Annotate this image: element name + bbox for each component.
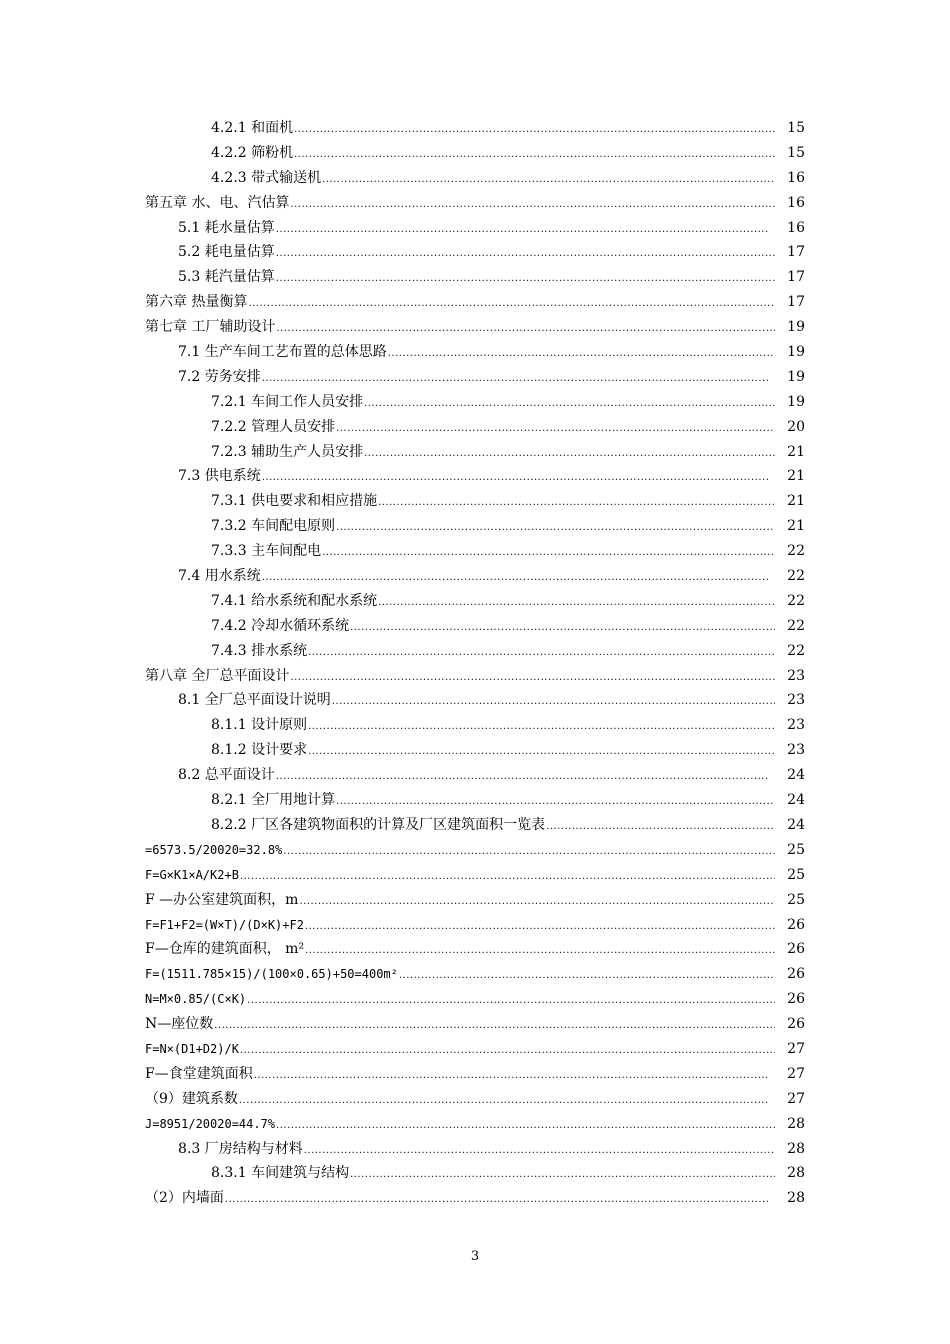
dot-leader: [350, 1163, 775, 1188]
toc-entry[interactable]: [145, 937, 805, 962]
dot-leader: [304, 1139, 775, 1164]
toc-entry-page: 19: [787, 368, 805, 385]
toc-entry[interactable]: [145, 713, 805, 738]
toc-entry[interactable]: [145, 664, 805, 689]
dot-leader: [276, 1114, 775, 1139]
toc-entry[interactable]: [145, 315, 805, 340]
toc-entry-page: 19: [787, 319, 805, 336]
toc-entry-title: 7.1 生产车间工艺布置的总体思路: [178, 344, 387, 361]
toc-entry-page: 17: [787, 269, 805, 286]
dot-leader: [399, 964, 775, 989]
toc-entry-page: 24: [787, 767, 805, 784]
toc-entry[interactable]: [145, 191, 805, 216]
toc-entry[interactable]: [145, 539, 805, 564]
toc-entry-title: N—座位数: [145, 1016, 214, 1033]
toc-entry-page: 27: [787, 1040, 805, 1057]
dot-leader: [262, 466, 769, 491]
dot-leader: [294, 143, 775, 168]
toc-entry-page: 26: [787, 991, 805, 1008]
dot-leader: [308, 740, 775, 765]
toc-entry[interactable]: [145, 788, 805, 813]
dot-leader: [276, 317, 775, 342]
dot-leader: [247, 989, 775, 1014]
toc-entry-page: 26: [787, 966, 805, 983]
dot-leader: [332, 690, 775, 715]
toc-entry-title: 7.4.2 冷却水循环系统: [211, 617, 350, 634]
toc-entry-page: 16: [787, 194, 805, 211]
toc-entry-page: 25: [787, 891, 805, 908]
dot-leader: [276, 765, 769, 790]
dot-leader: [378, 591, 775, 616]
dot-leader: [276, 267, 775, 292]
toc-entry-title: F —办公室建筑面积，m: [145, 891, 299, 908]
toc-entry[interactable]: [145, 1186, 805, 1211]
dot-leader: [240, 865, 775, 890]
toc-entry[interactable]: [145, 1062, 805, 1087]
toc-entry-title: 7.3.3 主车间配电: [211, 543, 322, 560]
toc-entry-page: 23: [787, 717, 805, 734]
toc-entry-page: 16: [787, 169, 805, 186]
dot-leader: [336, 417, 775, 442]
toc-entry-title: 5.2 耗电量估算: [178, 244, 275, 261]
toc-entry-title: 4.2.2 筛粉机: [211, 144, 294, 161]
dot-leader: [378, 491, 775, 516]
toc-entry[interactable]: [145, 1161, 805, 1186]
toc-entry-title: 8.1 全厂总平面设计说明: [178, 692, 331, 709]
toc-entry-title: 第七章 工厂辅助设计: [145, 319, 276, 336]
dot-leader: [214, 1014, 775, 1039]
dot-leader: [262, 566, 769, 591]
toc-entry-page: 15: [787, 144, 805, 161]
toc-entry-title: （9）建筑系数: [145, 1090, 238, 1107]
toc-entry-title: 8.1.2 设计要求: [211, 742, 308, 759]
toc-entry-page: 25: [787, 866, 805, 883]
toc-entry-page: 26: [787, 941, 805, 958]
toc-entry[interactable]: [145, 589, 805, 614]
toc-entry[interactable]: [145, 116, 805, 141]
toc-entry-title: =6573.5/20020=32.8%: [145, 842, 283, 857]
dot-leader: [225, 1188, 769, 1213]
dot-leader: [322, 541, 775, 566]
toc-entry-page: 22: [787, 617, 805, 634]
toc-entry-title: 8.3.1 车间建筑与结构: [211, 1165, 350, 1182]
dot-leader: [308, 641, 775, 666]
toc-entry-title: 5.3 耗汽量估算: [178, 269, 275, 286]
dot-leader: [276, 242, 775, 267]
toc-entry[interactable]: [145, 489, 805, 514]
toc-entry-page: 25: [787, 841, 805, 858]
toc-entry-title: 7.3.2 车间配电原则: [211, 518, 336, 535]
toc-entry-title: 7.2.3 辅助生产人员安排: [211, 443, 364, 460]
toc-entry[interactable]: [145, 863, 805, 888]
dot-leader: [290, 193, 775, 218]
toc-entry-page: 19: [787, 393, 805, 410]
dot-leader: [305, 939, 775, 964]
toc-entry-page: 23: [787, 667, 805, 684]
toc-entry[interactable]: [145, 340, 805, 365]
toc-entry-title: 7.4 用水系统: [178, 568, 261, 585]
toc-entry-page: 15: [787, 120, 805, 136]
dot-leader: [364, 392, 775, 417]
toc-entry-page: 26: [787, 1016, 805, 1033]
toc-entry-title: 第六章 热量衡算: [145, 294, 248, 311]
toc-entry-page: 21: [787, 468, 805, 485]
toc-entry-title: 7.2.2 管理人员安排: [211, 418, 336, 435]
toc-entry-page: 16: [787, 219, 805, 236]
toc-entry[interactable]: [145, 265, 805, 290]
toc-entry-title: 4.2.3 带式输送机: [211, 169, 322, 186]
toc-entry[interactable]: [145, 1137, 805, 1162]
dot-leader: [336, 516, 775, 541]
toc-entry-title: F=F1+F2=(W×T)/(D×K)+F2: [145, 917, 304, 932]
toc-entry-page: 21: [787, 493, 805, 510]
dot-leader: [262, 367, 769, 392]
page-number: 3: [470, 1249, 480, 1264]
toc-entry[interactable]: [145, 216, 805, 241]
toc-entry[interactable]: [145, 888, 805, 913]
toc-entry-title: F=G×K1×A/K2+B: [145, 867, 239, 882]
toc-entry[interactable]: [145, 738, 805, 763]
toc-entry-title: 第五章 水、电、汽估算: [145, 194, 290, 211]
toc-entry[interactable]: [145, 813, 805, 838]
dot-leader: [350, 616, 775, 641]
toc-entry-page: 22: [787, 592, 805, 609]
toc-entry-title: 7.4.1 给水系统和配水系统: [211, 592, 378, 609]
toc-entry-title: F=N×(D1+D2)/K: [145, 1041, 239, 1056]
toc-entry-page: 21: [787, 443, 805, 460]
dot-leader: [239, 1089, 769, 1114]
dot-leader: [248, 292, 775, 317]
dot-leader: [336, 790, 775, 815]
toc-entry[interactable]: [145, 240, 805, 265]
dot-leader: [294, 118, 775, 143]
toc-entry-title: 8.2.1 全厂用地计算: [211, 792, 336, 809]
toc-entry-title: 8.2.2 厂区各建筑物面积的计算及厂区建筑面积一览表: [211, 816, 546, 833]
toc-entry[interactable]: [145, 440, 805, 465]
toc-entry[interactable]: [145, 1087, 805, 1112]
toc-entry[interactable]: [145, 838, 805, 863]
toc-entry[interactable]: [145, 365, 805, 390]
toc-entry-page: 27: [787, 1065, 805, 1082]
dot-leader: [290, 666, 775, 691]
toc-entry-title: （2）内墙面: [145, 1190, 224, 1207]
toc-entry-page: 28: [787, 1190, 805, 1207]
toc-entry[interactable]: [145, 141, 805, 166]
toc-entry-title: J=8951/20020=44.7%: [145, 1116, 276, 1131]
toc-entry[interactable]: [145, 290, 805, 315]
toc-entry-page: 28: [787, 1115, 805, 1132]
toc-entry[interactable]: [145, 639, 805, 664]
toc-entry[interactable]: [145, 987, 805, 1012]
toc-entry[interactable]: [145, 464, 805, 489]
toc-entry-page: 21: [787, 518, 805, 535]
toc-entry-title: 8.1.1 设计原则: [211, 717, 308, 734]
toc-entry-page: 22: [787, 543, 805, 560]
toc-entry-page: 26: [787, 916, 805, 933]
toc-entry[interactable]: [145, 962, 805, 987]
toc-entry[interactable]: [145, 564, 805, 589]
toc-entry[interactable]: [145, 614, 805, 639]
toc-entry-page: 23: [787, 742, 805, 759]
toc-entry-title: 8.3 厂房结构与材料: [178, 1140, 303, 1157]
toc-entry[interactable]: [145, 514, 805, 539]
dot-leader: [388, 342, 775, 367]
table-of-contents: [145, 116, 805, 1211]
dot-leader: [546, 815, 775, 840]
dot-leader: [299, 890, 775, 915]
toc-entry[interactable]: [145, 688, 805, 713]
toc-entry-page: 24: [787, 792, 805, 809]
dot-leader: [308, 715, 775, 740]
dot-leader: [276, 218, 769, 243]
toc-entry-title: 4.2.1 和面机: [211, 120, 294, 136]
toc-entry-title: 7.2.1 车间工作人员安排: [211, 393, 364, 410]
toc-entry-title: 7.2 劳务安排: [178, 368, 261, 385]
toc-entry-page: 19: [787, 344, 805, 361]
toc-entry[interactable]: [145, 390, 805, 415]
toc-entry-title: 5.1 耗水量估算: [178, 219, 275, 236]
toc-entry-page: 24: [787, 816, 805, 833]
toc-entry[interactable]: [145, 415, 805, 440]
toc-entry[interactable]: [145, 1112, 805, 1137]
toc-entry-page: 27: [787, 1090, 805, 1107]
dot-leader: [305, 915, 775, 940]
toc-entry-title: N=M×0.85/(C×K): [145, 992, 247, 1007]
dot-leader: [364, 442, 775, 467]
toc-entry[interactable]: [145, 1012, 805, 1037]
toc-entry-title: 7.3.1 供电要求和相应措施: [211, 493, 378, 510]
toc-entry-page: 28: [787, 1165, 805, 1182]
toc-entry-page: 23: [787, 692, 805, 709]
dot-leader: [322, 168, 775, 193]
toc-entry-page: 17: [787, 294, 805, 311]
toc-entry-page: 20: [787, 418, 805, 435]
toc-entry-title: 8.2 总平面设计: [178, 767, 275, 784]
toc-entry-title: F—食堂建筑面积: [145, 1065, 253, 1082]
toc-entry-title: F—仓库的建筑面积， m²: [145, 941, 305, 958]
dot-leader: [283, 840, 775, 865]
toc-entry-page: 28: [787, 1140, 805, 1157]
dot-leader: [240, 1039, 775, 1064]
toc-entry-title: 7.4.3 排水系统: [211, 642, 308, 659]
toc-entry-page: 22: [787, 568, 805, 585]
dot-leader: [254, 1064, 769, 1089]
toc-entry-page: 17: [787, 244, 805, 261]
toc-entry[interactable]: [145, 763, 805, 788]
toc-entry[interactable]: [145, 913, 805, 938]
toc-entry-title: 第八章 全厂总平面设计: [145, 667, 290, 684]
toc-entry[interactable]: [145, 166, 805, 191]
toc-entry[interactable]: [145, 1037, 805, 1062]
toc-entry-title: F=(1511.785×15)/(100×0.65)+50=400m²: [145, 967, 398, 982]
toc-entry-page: 22: [787, 642, 805, 659]
toc-entry-title: 7.3 供电系统: [178, 468, 261, 485]
